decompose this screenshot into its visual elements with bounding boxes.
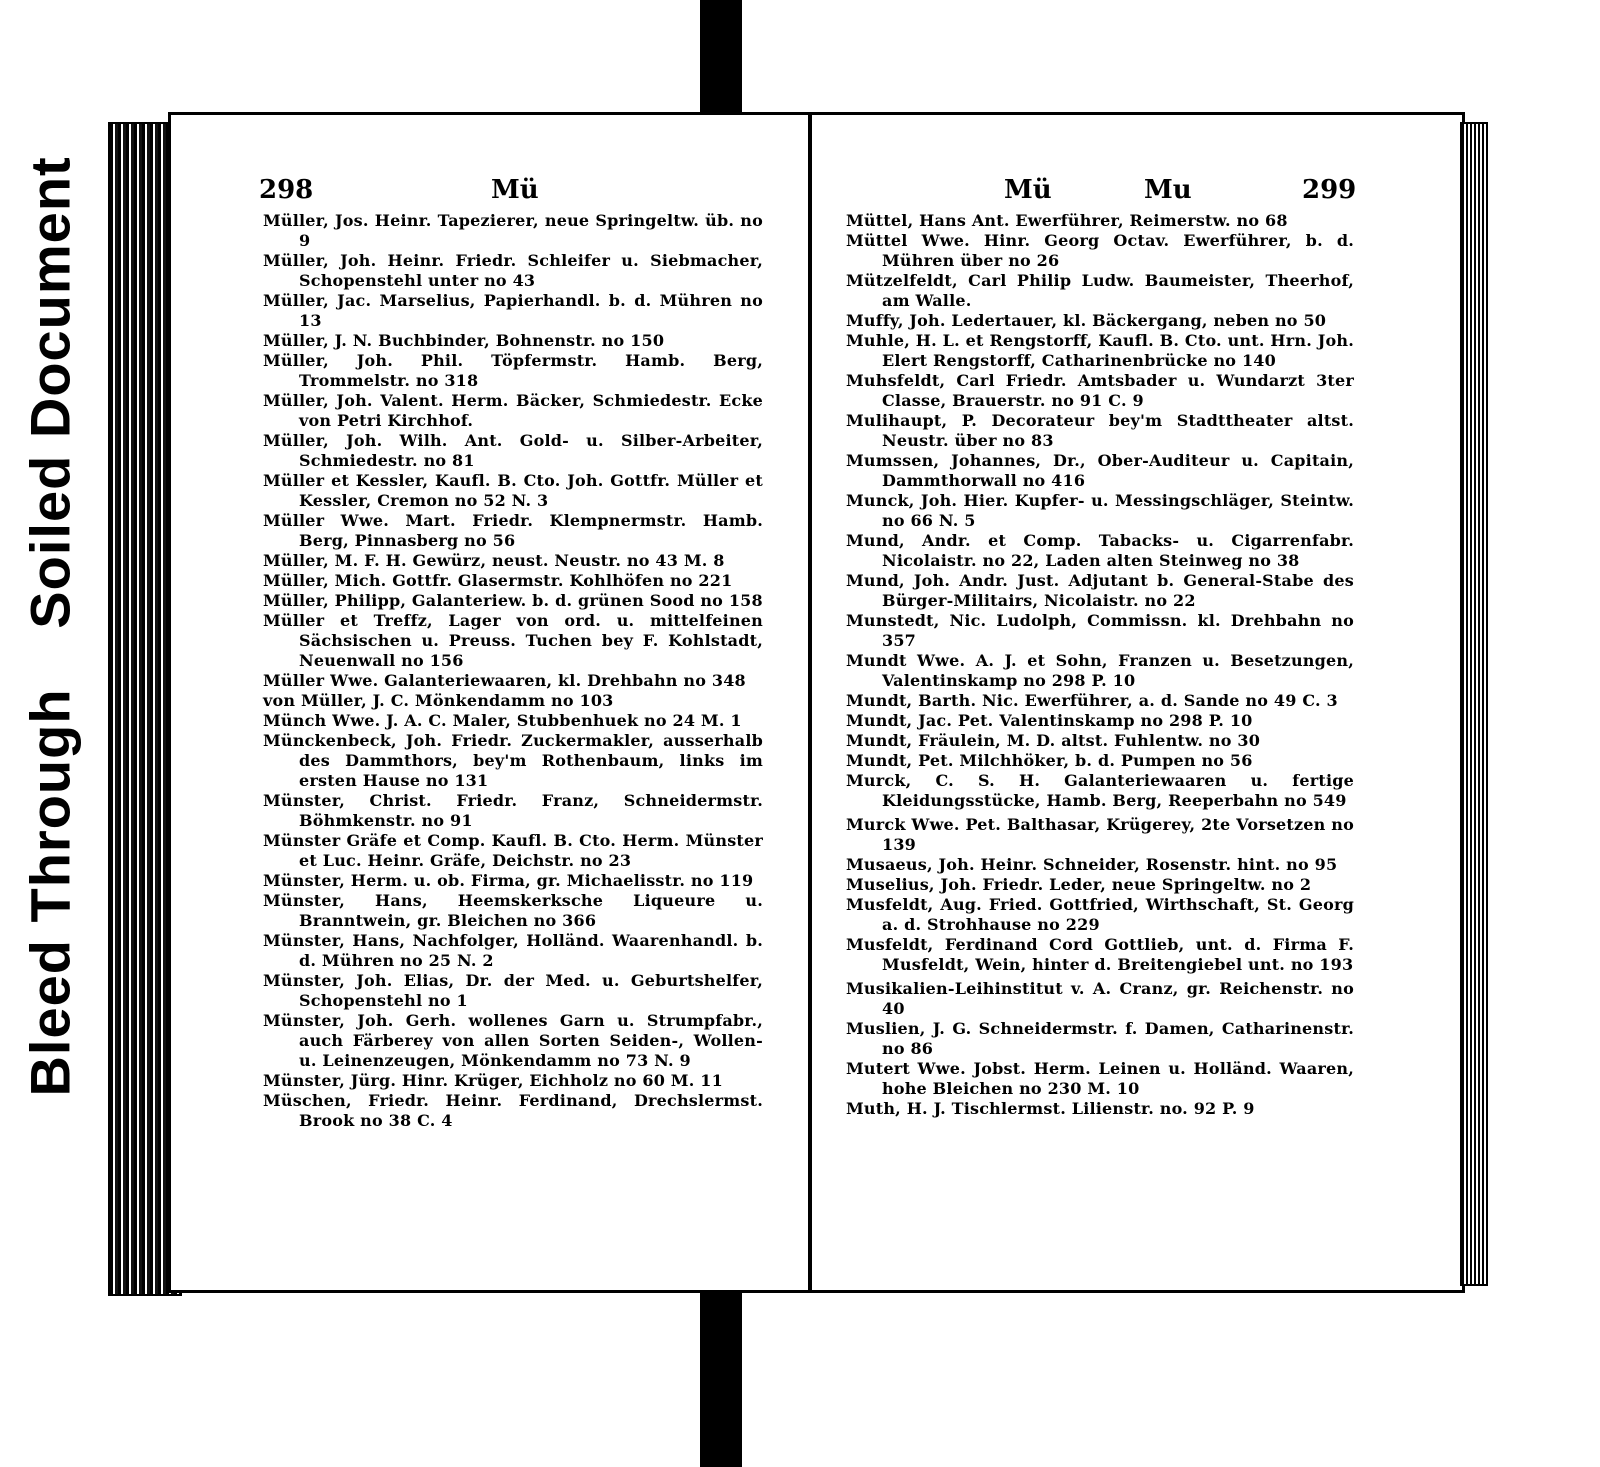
directory-entry: Muslien, J. G. Schneidermstr. f. Damen, Catharinenstr. no 86 xyxy=(846,1019,1354,1058)
directory-entry: Müller, Mich. Gottfr. Glasermstr. Kohlhöfen no 221 xyxy=(263,571,733,590)
directory-entry: Munck, Joh. Hier. Kupfer- u. Messingschläger, Steintw. no 66 N. 5 xyxy=(846,491,1354,530)
directory-entry: von Müller, J. C. Mönkendamm no 103 xyxy=(263,691,614,710)
directory-entry: Musikalien-Leihinstitut v. A. Cranz, gr. Reichenstr. no 40 xyxy=(846,979,1354,1018)
running-head-right-2: Mu xyxy=(1144,175,1192,205)
left-page xyxy=(168,112,815,1293)
directory-entry: Münster, Joh. Gerh. wollenes Garn u. Strumpfabr., auch Färberey von allen Sorten Seiden-, Wollen- u. Leinenzeugen, Mönkendamm no 73 N. 9 xyxy=(263,1011,763,1070)
directory-entry: Mund, Andr. et Comp. Tabacks- u. Cigarrenfabr. Nicolaistr. no 22, Laden alten Steinweg no 38 xyxy=(846,531,1354,570)
page-number-right: 299 xyxy=(1302,175,1357,205)
soiled-document-stamp: Soiled Document xyxy=(18,156,82,629)
left-directory-entries xyxy=(263,211,763,1131)
directory-entry: Murck Wwe. Pet. Balthasar, Krügerey, 2te Vorsetzen no 139 xyxy=(846,815,1354,854)
directory-entry: Müller Wwe. Mart. Friedr. Klempnermstr. Hamb. Berg, Pinnasberg no 56 xyxy=(263,511,763,550)
directory-entry: Münster Gräfe et Comp. Kaufl. B. Cto. Herm. Münster et Luc. Heinr. Gräfe, Deichstr. no 23 xyxy=(263,831,763,870)
directory-entry: Müller, J. N. Buchbinder, Bohnenstr. no 150 xyxy=(263,331,665,350)
directory-entry: Müller, Jac. Marselius, Papierhandl. b. d. Mühren no 13 xyxy=(263,291,763,330)
directory-entry: Munstedt, Nic. Ludolph, Commissn. kl. Drehbahn no 357 xyxy=(846,611,1354,650)
directory-entry: Münckenbeck, Joh. Friedr. Zuckermakler, ausserhalb des Dammthors, bey'm Rothenbaum, links im ersten Hause no 131 xyxy=(263,731,763,790)
directory-entry: Muselius, Joh. Friedr. Leder, neue Springeltw. no 2 xyxy=(846,875,1312,894)
directory-entry: Müller, Philipp, Galanteriew. b. d. grünen Sood no 158 xyxy=(263,591,763,610)
directory-entry: Müller, Joh. Wilh. Ant. Gold- u. Silber-Arbeiter, Schmiedestr. no 81 xyxy=(263,431,763,470)
directory-entry: Musaeus, Joh. Heinr. Schneider, Rosenstr. hint. no 95 xyxy=(846,855,1338,874)
right-directory-entries xyxy=(846,211,1354,1119)
running-head-right-1: Mü xyxy=(1004,175,1052,205)
directory-entry: Mundt Wwe. A. J. et Sohn, Franzen u. Besetzungen, Valentinskamp no 298 P. 10 xyxy=(846,651,1354,690)
directory-entry: Muffy, Joh. Ledertauer, kl. Bäckergang, neben no 50 xyxy=(846,311,1327,330)
directory-entry: Müller, Joh. Valent. Herm. Bäcker, Schmiedestr. Ecke von Petri Kirchhof. xyxy=(263,391,763,430)
directory-entry: Mundt, Jac. Pet. Valentinskamp no 298 P. 10 xyxy=(846,711,1253,730)
directory-entry: Müller Wwe. Galanteriewaaren, kl. Drehbahn no 348 xyxy=(263,671,746,690)
directory-entry: Münch Wwe. J. A. C. Maler, Stubbenhuek no 24 M. 1 xyxy=(263,711,742,730)
directory-entry: Müller, Jos. Heinr. Tapezierer, neue Springeltw. üb. no 9 xyxy=(263,211,763,250)
left-page-header xyxy=(171,175,811,215)
right-page-header xyxy=(812,175,1462,215)
directory-entry: Münster, Herm. u. ob. Firma, gr. Michaelisstr. no 119 xyxy=(263,871,754,890)
directory-entry: Musfeldt, Ferdinand Cord Gottlieb, unt. d. Firma F. Musfeldt, Wein, hinter d. Breitengiebel unt. no 193 xyxy=(846,935,1354,974)
directory-entry: Müller, Joh. Phil. Töpfermstr. Hamb. Berg, Trommelstr. no 318 xyxy=(263,351,763,390)
directory-entry: Müller et Treffz, Lager von ord. u. mittelfeinen Sächsischen u. Preuss. Tuchen bey F. Kohlstadt, Neuenwall no 156 xyxy=(263,611,763,670)
directory-entry: Muth, H. J. Tischlermst. Lilienstr. no. 92 P. 9 xyxy=(846,1099,1255,1118)
directory-entry: Müschen, Friedr. Heinr. Ferdinand, Drechslermst. Brook no 38 C. 4 xyxy=(263,1091,763,1130)
directory-entry: Müttel, Hans Ant. Ewerführer, Reimerstw. no 68 xyxy=(846,211,1288,230)
page-number-left: 298 xyxy=(259,175,314,205)
directory-entry: Münster, Hans, Heemskerksche Liqueure u. Branntwein, gr. Bleichen no 366 xyxy=(263,891,763,930)
directory-entry: Mund, Joh. Andr. Just. Adjutant b. General-Stabe des Bürger-Militairs, Nicolaistr. no 22 xyxy=(846,571,1354,610)
archive-stamp-column xyxy=(0,0,105,1467)
directory-entry: Müller, Joh. Heinr. Friedr. Schleifer u. Siebmacher, Schopenstehl unter no 43 xyxy=(263,251,763,290)
directory-entry: Münster, Hans, Nachfolger, Holländ. Waarenhandl. b. d. Mühren no 25 N. 2 xyxy=(263,931,763,970)
directory-entry: Murck, C. S. H. Galanteriewaaren u. fertige Kleidungsstücke, Hamb. Berg, Reeperbahn no 549 xyxy=(846,771,1354,810)
directory-entry: Mundt, Pet. Milchhöker, b. d. Pumpen no 56 xyxy=(846,751,1253,770)
directory-entry: Musfeldt, Aug. Fried. Gottfried, Wirthschaft, St. Georg a. d. Strohhause no 229 xyxy=(846,895,1354,934)
directory-entry: Münster, Jürg. Hinr. Krüger, Eichholz no 60 M. 11 xyxy=(263,1071,723,1090)
right-page xyxy=(808,112,1465,1293)
directory-entry: Mumssen, Johannes, Dr., Ober-Auditeur u. Capitain, Dammthorwall no 416 xyxy=(846,451,1354,490)
running-head-left: Mü xyxy=(491,175,539,205)
right-page-edges xyxy=(1460,122,1488,1286)
directory-entry: Muhsfeldt, Carl Friedr. Amtsbader u. Wundarzt 3ter Classe, Brauerstr. no 91 C. 9 xyxy=(846,371,1354,410)
directory-entry: Münster, Christ. Friedr. Franz, Schneidermstr. Böhmkenstr. no 91 xyxy=(263,791,763,830)
directory-entry: Müttel Wwe. Hinr. Georg Octav. Ewerführer, b. d. Mühren über no 26 xyxy=(846,231,1354,270)
bleed-through-stamp: Bleed Through xyxy=(18,688,82,1097)
directory-entry: Mützelfeldt, Carl Philip Ludw. Baumeister, Theerhof, am Walle. xyxy=(846,271,1354,310)
directory-entry: Mundt, Barth. Nic. Ewerführer, a. d. Sande no 49 C. 3 xyxy=(846,691,1338,710)
directory-entry: Müller, M. F. H. Gewürz, neust. Neustr. no 43 M. 8 xyxy=(263,551,725,570)
directory-entry: Mulihaupt, P. Decorateur bey'm Stadttheater altst. Neustr. über no 83 xyxy=(846,411,1354,450)
directory-entry: Muhle, H. L. et Rengstorff, Kaufl. B. Cto. unt. Hrn. Joh. Elert Rengstorff, Catharinenbrücke no 140 xyxy=(846,331,1354,370)
directory-entry: Mundt, Fräulein, M. D. altst. Fuhlentw. no 30 xyxy=(846,731,1261,750)
open-book xyxy=(108,112,1488,1312)
directory-entry: Müller et Kessler, Kaufl. B. Cto. Joh. Gottfr. Müller et Kessler, Cremon no 52 N. 3 xyxy=(263,471,763,510)
directory-entry: Münster, Joh. Elias, Dr. der Med. u. Geburtshelfer, Schopenstehl no 1 xyxy=(263,971,763,1010)
directory-entry: Mutert Wwe. Jobst. Herm. Leinen u. Holländ. Waaren, hohe Bleichen no 230 M. 10 xyxy=(846,1059,1354,1098)
